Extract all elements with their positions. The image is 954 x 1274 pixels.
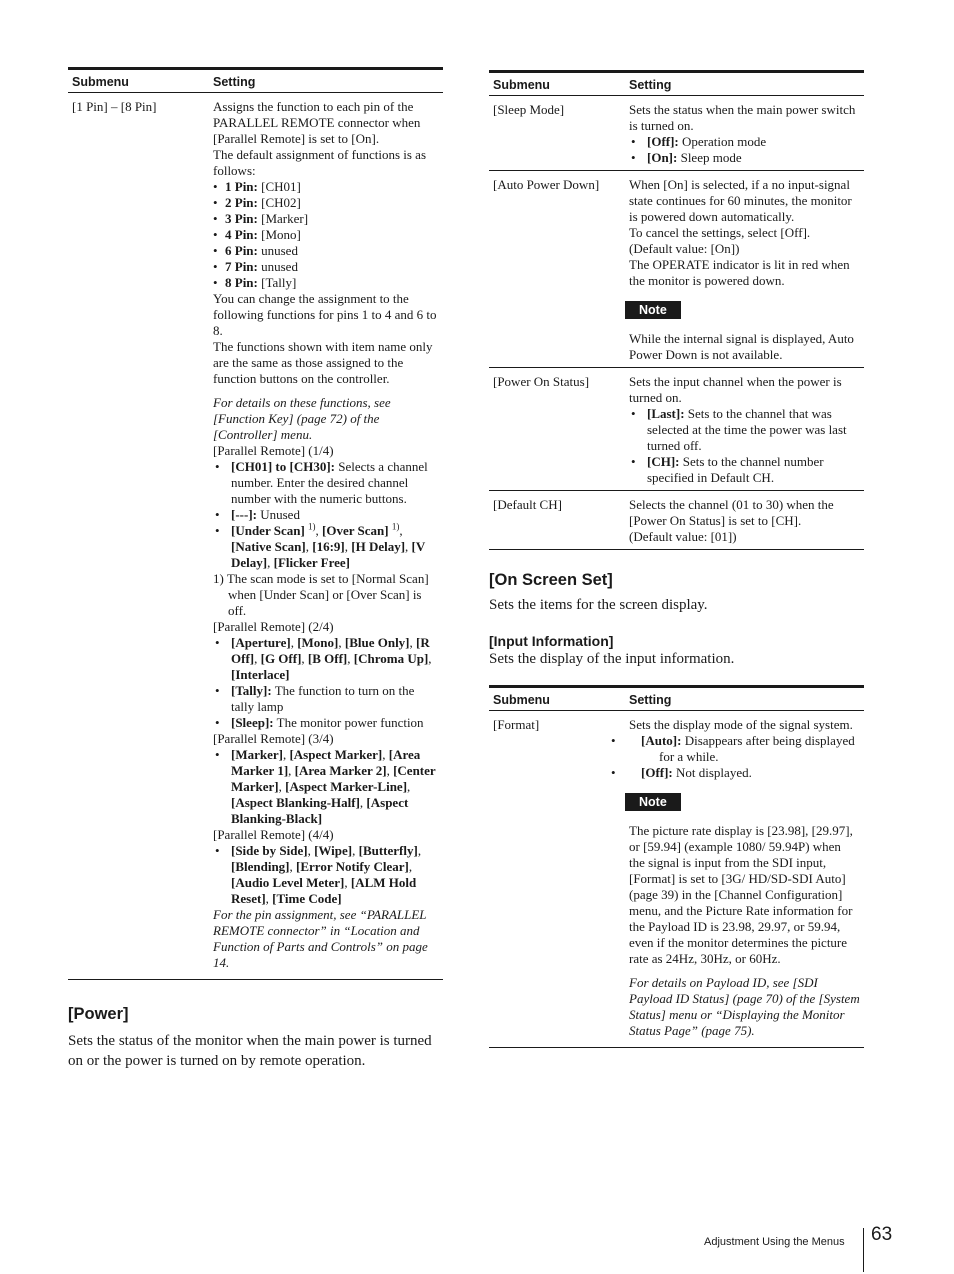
note-badge: Note [625, 793, 681, 811]
list-item: • [Marker], [Aspect Marker], [Area Marker 1], [Area Marker 2], [Center Marker], [Aspect Marker-Line], [Aspect Blanking-Half], [Aspect Blanking-Black] [213, 747, 439, 827]
on-screen-set-title: [On Screen Set] [489, 571, 613, 589]
list-item: • [Off]: Operation mode [629, 134, 860, 150]
power-on-status-intro: Sets the input channel when the power is turned on. [629, 374, 842, 405]
setting-header: Setting [209, 69, 443, 93]
list-item: • [Tally]: The function to turn on the tally lamp [213, 683, 439, 715]
on-screen-set-description: Sets the items for the screen display. [489, 597, 708, 613]
submenu-header: Submenu [489, 687, 625, 711]
submenu-cell: [1 Pin] – [8 Pin] [68, 93, 209, 980]
default-ch-text: Selects the channel (01 to 30) when the [Power On Status] is set to [CH]. [629, 497, 834, 528]
setting-header: Setting [625, 72, 864, 96]
page-number: 63 [871, 1224, 893, 1245]
note-text: While the internal signal is displayed, Auto Power Down is not available. [629, 331, 854, 362]
page1-list [213, 459, 439, 571]
note-badge: Note [625, 301, 681, 319]
change-text: You can change the assignment to the following functions for pins 1 to 4 and 6 to 8. [213, 291, 437, 338]
intro-text: Assigns the function to each pin of the PARALLEL REMOTE connector when [Parallel Remote] is set to [On]. [213, 99, 421, 146]
default-intro-text: The default assignment of functions is as follows: [213, 147, 427, 178]
list-item: • [Under Scan] $^{1)}$, [Over Scan] $^{1)}$, [Native Scan], [16:9], [H Delay], [V Delay], [Flicker Free] [213, 523, 439, 571]
list-item: • [Last]: Sets to the channel that was selected at the time the power was last turned off. [629, 406, 860, 454]
list-item: • 3 Pin: [Marker] [213, 211, 439, 227]
power-on-status-list [629, 406, 860, 486]
list-item: • 4 Pin: [Mono] [213, 227, 439, 243]
input-information-title: [Input Information] [489, 632, 614, 649]
parallel-remote-page3-heading: [Parallel Remote] (3/4) [213, 731, 334, 746]
list-item: • 1 Pin: [CH01] [213, 179, 439, 195]
parallel-remote-table [68, 67, 443, 980]
list-item: • [Off]: Not displayed. [629, 765, 860, 781]
format-table [489, 685, 864, 1048]
setting-cell [625, 368, 864, 491]
list-item: • [Side by Side], [Wipe], [Butterfly], [Blending], [Error Notify Clear], [Audio Level Meter], [ALM Hold Reset], [Time Code] [213, 843, 439, 907]
auto-power-down-default: (Default value: [On]) [629, 241, 740, 256]
setting-cell [625, 96, 864, 171]
power-section [68, 1004, 443, 1071]
list-item: • 7 Pin: unused [213, 259, 439, 275]
right-column [489, 70, 864, 1048]
list-item: • 6 Pin: unused [213, 243, 439, 259]
note-text: The picture rate display is [23.98], [29.97], or [59.94] (example 1080/ 59.94P) when the signal is input from the SDI input, [Format] is set to [3G/ HD/SD-SDI Auto] (page 39) in the [Channel Configuration] menu, and the Picture Rate information for the Payload ID is 23.98, 29.97, or 59.94, even if the monitor determines the picture rate as 24Hz, 30Hz, or 60Hz. [629, 823, 853, 966]
setting-header: Setting [625, 687, 864, 711]
table-row [489, 171, 864, 368]
list-item: • 8 Pin: [Tally] [213, 275, 439, 291]
submenu-header: Submenu [489, 72, 625, 96]
submenu-cell: [Default CH] [489, 491, 625, 550]
list-item: • [CH01] to [CH30]: Selects a channel number. Enter the desired channel number with the numeric buttons. [213, 459, 439, 507]
submenu-cell: [Auto Power Down] [489, 171, 625, 368]
submenu-cell: [Sleep Mode] [489, 96, 625, 171]
auto-power-down-text: When [On] is selected, if a no input-signal state continues for 60 minutes, the monitor is powered down automatically. [629, 177, 852, 224]
function-key-reference: For details on these functions, see [Function Key] (page 72) of the [Controller] menu. [213, 395, 391, 442]
list-item: • [On]: Sleep mode [629, 150, 860, 166]
submenu-cell: [Format] [489, 711, 625, 1048]
sleep-mode-intro: Sets the status when the main power switch is turned on. [629, 102, 856, 133]
footer-divider [863, 1228, 864, 1272]
parallel-remote-page1-heading: [Parallel Remote] (1/4) [213, 443, 334, 458]
table-row [489, 368, 864, 491]
table-row [489, 491, 864, 550]
pin-assignment-reference: For the pin assignment, see “PARALLEL REMOTE connector” in “Location and Function of Parts and Controls” on page 14. [213, 907, 428, 970]
page2-list [213, 635, 439, 731]
submenu-cell: [Power On Status] [489, 368, 625, 491]
table-row [489, 711, 864, 1048]
on-screen-set-section [489, 570, 864, 669]
power-table [489, 70, 864, 550]
auto-power-down-cancel: To cancel the settings, select [Off]. [629, 225, 811, 240]
default-ch-default: (Default value: [01]) [629, 529, 737, 544]
list-item: • [CH]: Sets to the channel number specified in Default CH. [629, 454, 860, 486]
input-information-description: Sets the display of the input information. [489, 650, 735, 667]
setting-cell [625, 711, 864, 1048]
setting-cell [625, 491, 864, 550]
page4-list [213, 843, 439, 907]
power-title: [Power] [68, 1005, 129, 1023]
list-item: • 2 Pin: [CH02] [213, 195, 439, 211]
format-intro: Sets the display mode of the signal system. [629, 717, 853, 732]
page3-list [213, 747, 439, 827]
power-description: Sets the status of the monitor when the main power is turned on or the power is turned on by remote operation. [68, 1033, 432, 1069]
scan-footnote: 1) The scan mode is set to [Normal Scan] when [Under Scan] or [Over Scan] is off. [213, 571, 429, 618]
submenu-header: Submenu [68, 69, 209, 93]
parallel-remote-page2-heading: [Parallel Remote] (2/4) [213, 619, 334, 634]
same-text: The functions shown with item name only are the same as those assigned to the function buttons on the controller. [213, 339, 433, 386]
parallel-remote-page4-heading: [Parallel Remote] (4/4) [213, 827, 334, 842]
footer-section-label: Adjustment Using the Menus [704, 1236, 845, 1248]
pin-list [213, 179, 439, 291]
auto-power-down-indicator: The OPERATE indicator is lit in red when the monitor is powered down. [629, 257, 850, 288]
payload-id-reference: For details on Payload ID, see [SDI Payload ID Status] (page 70) of the [System Status] menu or “Displaying the Monitor Status Page” (page 75). [629, 975, 860, 1038]
left-column [68, 67, 443, 1071]
list-item: • [Aperture], [Mono], [Blue Only], [R Off], [G Off], [B Off], [Chroma Up], [Interlace] [213, 635, 439, 683]
list-item: • [Auto]: Disappears after being displayed for a while. [629, 733, 860, 765]
table-row [489, 96, 864, 171]
sleep-mode-list [629, 134, 860, 166]
format-list [629, 733, 860, 781]
list-item: • [Sleep]: The monitor power function [213, 715, 439, 731]
setting-cell [625, 171, 864, 368]
table-row [68, 93, 443, 980]
list-item: • [---]: Unused [213, 507, 439, 523]
setting-cell [209, 93, 443, 980]
